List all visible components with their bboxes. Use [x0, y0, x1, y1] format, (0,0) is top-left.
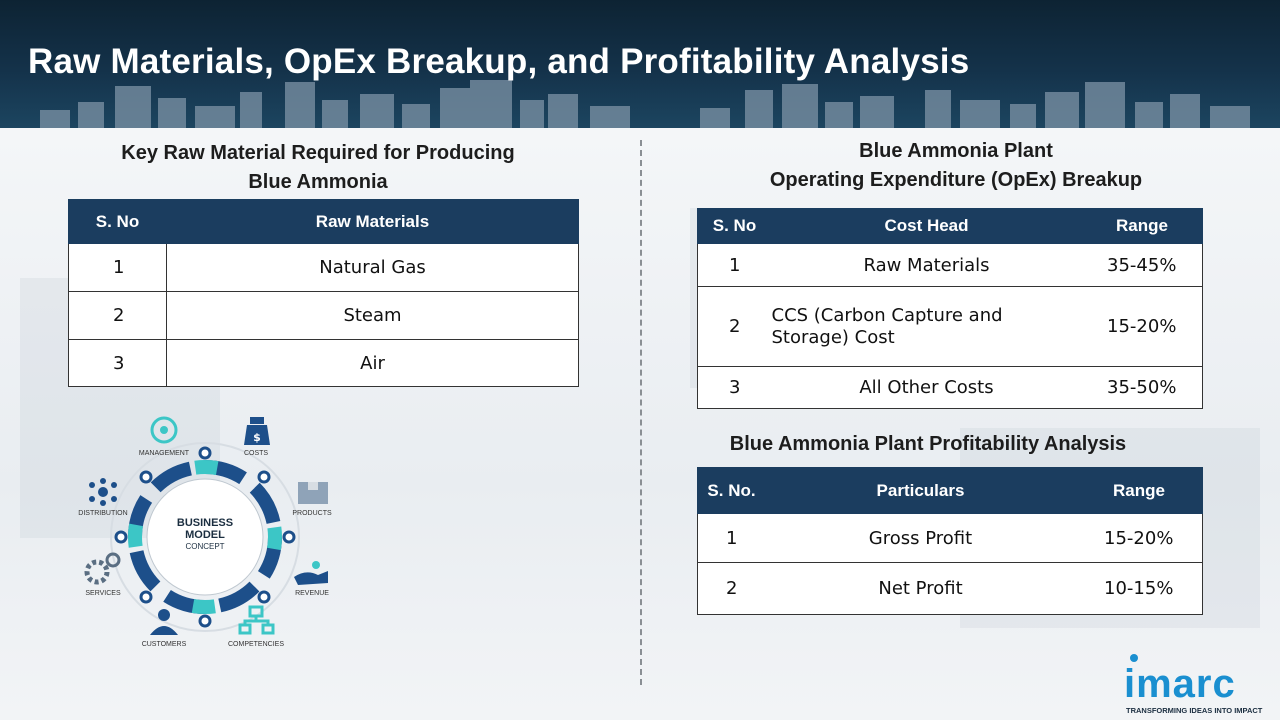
column-header: Particulars: [766, 468, 1076, 514]
column-header: Range: [1082, 209, 1203, 244]
cost-range: 35-50%: [1082, 367, 1203, 409]
table-header-row: [69, 200, 579, 244]
column-header: S. No.: [698, 468, 766, 514]
raw-material-name: Natural Gas: [167, 244, 579, 292]
raw-materials-heading-line2: Blue Ammonia: [248, 171, 388, 193]
raw-materials-table: [68, 199, 579, 387]
logo-dot: [1130, 654, 1138, 662]
cost-head: Raw Materials: [772, 244, 1082, 287]
opex-heading-line1: Blue Ammonia Plant: [859, 140, 1053, 162]
profit-range: 15-20%: [1076, 514, 1203, 563]
imarc-logo: [1124, 654, 1274, 718]
costs-label: COSTS: [243, 450, 269, 457]
management-icon: [152, 418, 176, 442]
center-line1: BUSINESS: [176, 517, 234, 529]
column-header: Cost Head: [772, 209, 1082, 244]
center-line2: MODEL: [185, 529, 225, 541]
opex-table: [697, 208, 1203, 409]
row-number: 3: [69, 340, 167, 387]
table-row: [698, 514, 1203, 563]
row-number: 1: [698, 244, 772, 287]
profit-range: 10-15%: [1076, 563, 1203, 615]
particular: Gross Profit: [766, 514, 1076, 563]
row-number: 3: [698, 367, 772, 409]
column-header: S. No: [698, 209, 772, 244]
products-label: PRODUCTS: [292, 510, 332, 517]
svg-text:$: $: [253, 431, 261, 444]
table-row: [698, 563, 1203, 615]
particular: Net Profit: [766, 563, 1076, 615]
distribution-label: DISTRIBUTION: [78, 510, 128, 517]
page-title: Raw Materials, OpEx Breakup, and Profitability Analysis: [28, 42, 970, 81]
table-row: [698, 287, 1203, 367]
revenue-label: REVENUE: [295, 590, 329, 597]
raw-materials-heading-line1: Key Raw Material Required for Producing: [121, 142, 515, 164]
distribution-icon: [89, 478, 117, 506]
raw-material-name: Air: [167, 340, 579, 387]
table-row: [69, 292, 579, 340]
logo-wordmark: imarc: [1124, 662, 1236, 706]
table-row: [69, 340, 579, 387]
city-skyline-graphic: [0, 80, 1280, 128]
profitability-heading: Blue Ammonia Plant Profitability Analysis: [729, 433, 1127, 455]
customers-label: CUSTOMERS: [141, 641, 187, 648]
header-banner: [0, 0, 1280, 128]
center-line3: CONCEPT: [185, 542, 225, 551]
row-number: 1: [698, 514, 766, 563]
cost-range: 15-20%: [1082, 287, 1203, 367]
business-model-center-text: [165, 517, 245, 552]
row-number: 1: [69, 244, 167, 292]
cost-head: CCS (Carbon Capture and Storage) Cost: [772, 287, 1082, 367]
cost-head: All Other Costs: [772, 367, 1082, 409]
cost-range: 35-45%: [1082, 244, 1203, 287]
table-row: [698, 244, 1203, 287]
column-header: Range: [1076, 468, 1203, 514]
column-header: Raw Materials: [167, 200, 579, 244]
revenue-icon: [294, 561, 328, 585]
profitability-table: [697, 467, 1203, 615]
table-header-row: [698, 209, 1203, 244]
row-number: 2: [698, 563, 766, 615]
logo-tagline: TRANSFORMING IDEAS INTO IMPACT: [1126, 706, 1263, 715]
competencies-label: COMPETENCIES: [227, 641, 284, 648]
table-row: [69, 244, 579, 292]
table-header-row: [698, 468, 1203, 514]
row-number: 2: [69, 292, 167, 340]
table-row: [698, 367, 1203, 409]
column-header: S. No: [69, 200, 167, 244]
management-label: MANAGEMENT: [138, 450, 190, 457]
business-model-diagram: [70, 405, 350, 660]
raw-material-name: Steam: [167, 292, 579, 340]
competencies-icon: [240, 607, 273, 633]
section-divider: [640, 140, 642, 685]
row-number: 2: [698, 287, 772, 367]
opex-heading-line2: Operating Expenditure (OpEx) Breakup: [769, 169, 1143, 191]
services-label: SERVICES: [85, 590, 121, 597]
products-icon: [298, 482, 328, 504]
opex-heading: [698, 137, 1214, 195]
costs-icon: [244, 417, 270, 445]
raw-materials-heading: [68, 139, 568, 197]
